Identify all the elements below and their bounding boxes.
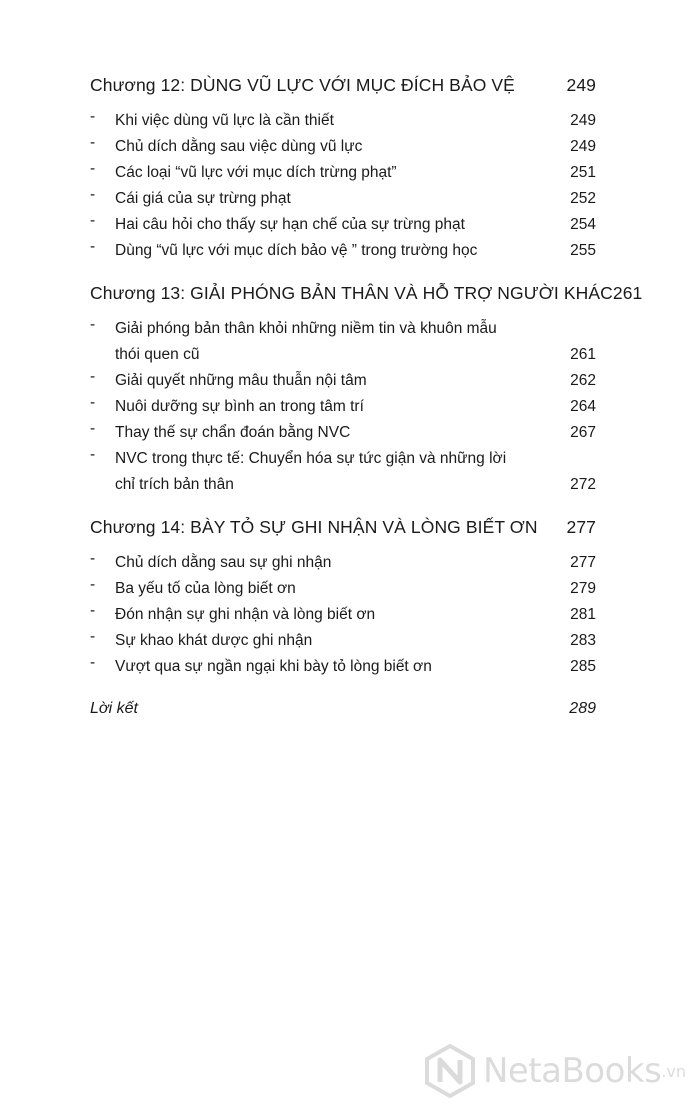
- bullet-dash: -: [90, 446, 96, 463]
- toc-entry-line: [115, 368, 596, 394]
- toc-entry-line: [115, 342, 596, 368]
- toc-entry[interactable]: [90, 628, 596, 654]
- bullet-dash: -: [90, 108, 96, 125]
- toc-entry-text: Cái giá của sự trừng phạt: [115, 190, 291, 207]
- toc-entry-line: [115, 654, 596, 680]
- toc-entry-page: 285: [570, 658, 596, 675]
- watermark-text: NetaBooks: [482, 1051, 662, 1091]
- toc-entry[interactable]: [90, 108, 596, 134]
- toc-entry-page: 249: [570, 112, 596, 129]
- toc-entry-page: 262: [570, 372, 596, 389]
- bullet-dash: -: [90, 134, 96, 151]
- toc-entry-text: Hai câu hỏi cho thấy sự hạn chế của sự trừng phạt: [115, 216, 465, 233]
- bullet-dash: -: [90, 160, 96, 177]
- toc-entry-text: Các loại “vũ lực với mục dích trừng phạt”: [115, 164, 397, 181]
- toc-entry-line: [115, 420, 596, 446]
- bullet-dash: -: [90, 238, 96, 255]
- toc-entry-page: 261: [570, 346, 596, 363]
- toc-entry-text: Giải phóng bản thân khỏi những niềm tin và khuôn mẫu: [115, 320, 497, 337]
- toc-entry-page: 249: [570, 138, 596, 155]
- toc-entry-text: NVC trong thực tế: Chuyển hóa sự tức giận và những lời: [115, 450, 507, 467]
- bullet-dash: -: [90, 550, 96, 567]
- chapter-title: Chương 14: BÀY TỎ SỰ GHI NHẬN VÀ LÒNG BIẾT ƠN: [90, 517, 538, 537]
- bullet-dash: -: [90, 186, 96, 203]
- chapter-section-list: [90, 550, 596, 680]
- bullet-dash: -: [90, 654, 96, 671]
- watermark: [423, 1044, 686, 1098]
- toc-entry-text: Vượt qua sự ngần ngại khi bày tỏ lòng biết ơn: [115, 658, 432, 675]
- toc-entry-line: [115, 316, 596, 342]
- toc-entry-line: [115, 472, 596, 498]
- toc-entry-page: 281: [570, 606, 596, 623]
- toc-entry-line: [115, 550, 596, 576]
- toc-entry-text: Thay thế sự chẩn đoán bằng NVC: [115, 424, 351, 441]
- toc-entry[interactable]: [90, 186, 596, 212]
- toc-entry[interactable]: [90, 212, 596, 238]
- toc-entry-line: [115, 602, 596, 628]
- toc-entry-text: Chủ dích dằng sau việc dùng vũ lực: [115, 138, 363, 155]
- bullet-dash: -: [90, 394, 96, 411]
- toc-entry[interactable]: [90, 420, 596, 446]
- toc-entry-page: 283: [570, 632, 596, 649]
- toc-entry-page: 255: [570, 242, 596, 259]
- toc-entry-page: 277: [570, 554, 596, 571]
- chapter-heading[interactable]: [90, 278, 643, 308]
- toc-entry-text: chỉ trích bản thân: [115, 476, 234, 493]
- toc-entry-page: 267: [570, 424, 596, 441]
- toc-entry-line: [115, 212, 596, 238]
- toc-entry-line: [115, 108, 596, 134]
- bullet-dash: -: [90, 420, 96, 437]
- toc-entry-text: Dùng “vũ lực với mục dích bảo vệ ” trong trường học: [115, 242, 478, 259]
- chapter-section-list: [90, 316, 596, 498]
- bullet-dash: -: [90, 576, 96, 593]
- toc-entry-page: 254: [570, 216, 596, 233]
- toc-entry[interactable]: [90, 602, 596, 628]
- toc-entry[interactable]: [90, 550, 596, 576]
- toc-entry-page: 264: [570, 398, 596, 415]
- toc-entry-line: [115, 238, 596, 264]
- toc-entry-text: Đón nhận sự ghi nhận và lòng biết ơn: [115, 606, 376, 623]
- toc-entry-line: [115, 394, 596, 420]
- bullet-dash: -: [90, 316, 96, 333]
- toc-entry-line: [115, 186, 596, 212]
- toc-entry-page: 272: [570, 476, 596, 493]
- chapter-section-list: [90, 108, 596, 264]
- toc-entry[interactable]: [90, 654, 596, 680]
- chapter-title: Chương 12: DÙNG VŨ LỰC VỚI MỤC ĐÍCH BẢO VỆ: [90, 75, 515, 95]
- toc-entry-page: 279: [570, 580, 596, 597]
- toc-entry-text: thói quen cũ: [115, 346, 200, 363]
- chapter-heading[interactable]: [90, 70, 596, 100]
- epilogue-page: 289: [569, 700, 596, 717]
- toc-entry-line: [115, 576, 596, 602]
- chapter-title: Chương 13: GIẢI PHÓNG BẢN THÂN VÀ HỖ TRỢ NGƯỜI KHÁC: [90, 283, 613, 303]
- toc-entry-text: Ba yếu tố của lòng biết ơn: [115, 580, 296, 597]
- toc-entry[interactable]: [90, 394, 596, 420]
- toc-entry-text: Khi việc dùng vũ lực là cần thiết: [115, 112, 334, 129]
- toc-entry[interactable]: [90, 446, 596, 498]
- toc-entry-text: Giải quyết những mâu thuẫn nội tâm: [115, 372, 367, 389]
- chapter-page-number: 277: [566, 517, 596, 537]
- chapter-page-number: 249: [566, 75, 596, 95]
- toc-entry[interactable]: [90, 134, 596, 160]
- bullet-dash: -: [90, 602, 96, 619]
- toc-entry-line: [115, 160, 596, 186]
- toc-entry[interactable]: [90, 576, 596, 602]
- epilogue-title: Lời kết: [90, 700, 138, 717]
- chapter-heading[interactable]: [90, 512, 596, 542]
- toc-entry[interactable]: [90, 316, 596, 368]
- bullet-dash: -: [90, 628, 96, 645]
- toc-entry-text: Sự khao khát dược ghi nhận: [115, 632, 313, 649]
- toc-entry-page: 251: [570, 164, 596, 181]
- toc-entry-line: [115, 628, 596, 654]
- watermark-suffix: .vn: [661, 1061, 686, 1081]
- toc-entry-text: Nuôi dưỡng sự bình an trong tâm trí: [115, 398, 364, 415]
- epilogue-entry[interactable]: [90, 694, 596, 724]
- bullet-dash: -: [90, 368, 96, 385]
- toc-entry-line: [115, 134, 596, 160]
- toc-entry-line: [115, 446, 596, 472]
- toc-entry-page: 252: [570, 190, 596, 207]
- toc-entry[interactable]: [90, 238, 596, 264]
- bullet-dash: -: [90, 212, 96, 229]
- toc-entry[interactable]: [90, 160, 596, 186]
- toc-entry[interactable]: [90, 368, 596, 394]
- netabooks-logo-icon: [423, 1044, 477, 1098]
- chapter-page-number: 261: [612, 283, 643, 303]
- table-of-contents: [90, 70, 643, 724]
- toc-entry-text: Chủ dích dằng sau sự ghi nhận: [115, 554, 332, 571]
